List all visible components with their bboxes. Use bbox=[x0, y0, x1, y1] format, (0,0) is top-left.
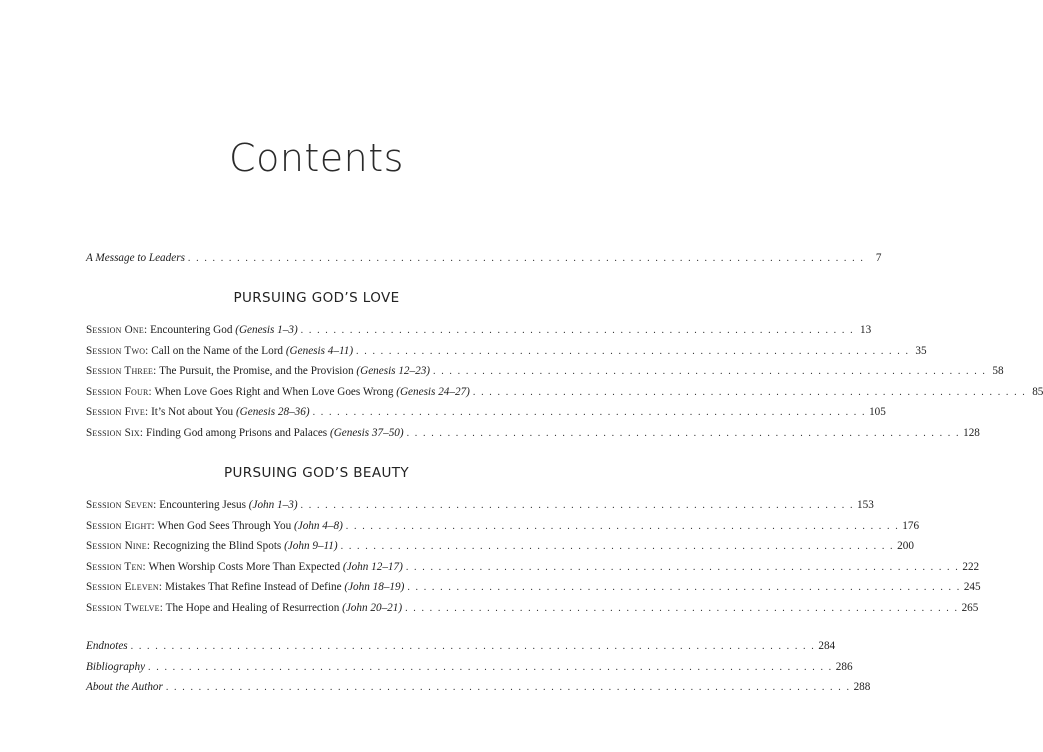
toc-page-number: 200 bbox=[897, 540, 914, 552]
session-number: Session Four: bbox=[86, 386, 152, 398]
toc-entry-session[interactable] bbox=[86, 602, 979, 618]
session-title: Encountering Jesus bbox=[159, 499, 246, 511]
toc-entry-session[interactable] bbox=[86, 365, 1004, 381]
toc-page-number: 35 bbox=[915, 345, 927, 357]
toc-entry-label: A Message to Leaders bbox=[86, 252, 185, 264]
part-heading: PURSUING GOD’S BEAUTY bbox=[223, 465, 410, 481]
session-number: Session Eleven: bbox=[86, 581, 163, 593]
toc-page-number: 245 bbox=[963, 581, 981, 593]
scripture-ref: (Genesis 1–3) bbox=[235, 324, 298, 336]
toc-page-number: 286 bbox=[835, 661, 853, 673]
toc-entry-session[interactable] bbox=[86, 324, 872, 340]
toc-page-number: 13 bbox=[859, 324, 872, 336]
toc-page-number: 288 bbox=[853, 681, 871, 693]
toc-entry-bibliography[interactable] bbox=[86, 661, 853, 677]
toc-page-number: 153 bbox=[857, 499, 874, 511]
dot-leader: . . . . . . . . . . . . . . . . . . . . . . . . . . . . . . . . . . . . . . . . . . . . . . . . . . . . . . . . . . . . . . . . . . . . bbox=[312, 407, 867, 418]
session-number: Session One: bbox=[86, 324, 148, 336]
session-number: Session Ten: bbox=[86, 561, 146, 573]
dot-leader: . . . . . . . . . . . . . . . . . . . . . . . . . . . . . . . . . . . . . . . . . . . . . . . . . . . . . . . . . . . . . . . . . . . . bbox=[407, 582, 961, 593]
session-title: When God Sees Through You bbox=[157, 520, 292, 532]
scripture-ref: (John 1–3) bbox=[248, 499, 298, 511]
scripture-ref: (Genesis 4–11) bbox=[285, 345, 354, 357]
dot-leader: . . . . . . . . . . . . . . . . . . . . . . . . . . . . . . . . . . . . . . . . . . . . . . . . . . . . . . . . . . . . . . . . . . . . bbox=[433, 366, 987, 377]
session-number: Session Five: bbox=[86, 406, 149, 418]
session-number: Session Three: bbox=[86, 365, 157, 377]
session-title: When Worship Costs More Than Expected bbox=[148, 561, 341, 573]
session-number: Session Twelve: bbox=[86, 602, 164, 614]
dot-leader: . . . . . . . . . . . . . . . . . . . . . . . . . . . . . . . . . . . . . . . . . . . . . . . . . . . . . . . . . . . . . . . . . . . . . . . . . . . . . . . . . . . . bbox=[165, 682, 851, 693]
toc-entry-intro[interactable] bbox=[86, 252, 882, 268]
session-number: Session Six: bbox=[86, 427, 144, 439]
session-title: When Love Goes Right and When Love Goes Wrong bbox=[154, 386, 394, 398]
scripture-ref: (Genesis 37–50) bbox=[329, 427, 404, 439]
part-heading: PURSUING GOD’S LOVE bbox=[233, 290, 400, 306]
session-number: Session Nine: bbox=[86, 540, 151, 552]
session-title: Finding God among Prisons and Palaces bbox=[146, 427, 328, 439]
session-title: Call on the Name of the Lord bbox=[151, 345, 284, 357]
session-number: Session Eight: bbox=[86, 520, 155, 532]
toc-page-number: 222 bbox=[962, 561, 980, 573]
toc-entry-session[interactable] bbox=[86, 427, 980, 443]
dot-leader: . . . . . . . . . . . . . . . . . . . . . . . . . . . . . . . . . . . . . . . . . . . . . . . . . . . . . . . . . . . . . . . . . . . . . . . . . . . . . . . . . . . bbox=[187, 253, 865, 264]
toc-page-number: 7 bbox=[875, 252, 882, 264]
dot-leader: . . . . . . . . . . . . . . . . . . . . . . . . . . . . . . . . . . . . . . . . . . . . . . . . . . . . . . . . . . . . . . . . . . . . bbox=[472, 387, 1027, 398]
scripture-ref: (Genesis 28–36) bbox=[235, 406, 310, 418]
dot-leader: . . . . . . . . . . . . . . . . . . . . . . . . . . . . . . . . . . . . . . . . . . . . . . . . . . . . . . . . . . . . . . . . . . . . bbox=[300, 500, 855, 511]
scripture-ref: (John 12–17) bbox=[342, 561, 403, 573]
toc-page-number: 105 bbox=[869, 406, 886, 418]
toc-page-number: 128 bbox=[963, 427, 980, 439]
scripture-ref: (Genesis 12–23) bbox=[356, 365, 431, 377]
toc-entry-session[interactable] bbox=[86, 520, 920, 536]
dot-leader: . . . . . . . . . . . . . . . . . . . . . . . . . . . . . . . . . . . . . . . . . . . . . . . . . . . . . . . . . . . . . . . . . . . . bbox=[300, 325, 855, 336]
scripture-ref: (John 18–19) bbox=[344, 581, 405, 593]
toc-entry-session[interactable] bbox=[86, 499, 874, 515]
toc-entry-session[interactable] bbox=[86, 345, 927, 361]
scripture-ref: (John 20–21) bbox=[342, 602, 403, 614]
dot-leader: . . . . . . . . . . . . . . . . . . . . . . . . . . . . . . . . . . . . . . . . . . . . . . . . . . . . . . . . . . . . . . . . . . . . bbox=[340, 541, 895, 552]
dot-leader: . . . . . . . . . . . . . . . . . . . . . . . . . . . . . . . . . . . . . . . . . . . . . . . . . . . . . . . . . . . . . . . . . . . . bbox=[405, 562, 960, 573]
toc-entry-session[interactable] bbox=[86, 581, 981, 597]
session-title: The Hope and Healing of Resurrection bbox=[165, 602, 340, 614]
session-title: Encountering God bbox=[150, 324, 233, 336]
scripture-ref: (John 9–11) bbox=[284, 540, 338, 552]
toc-entry-label: Bibliography bbox=[86, 661, 146, 673]
dot-leader: . . . . . . . . . . . . . . . . . . . . . . . . . . . . . . . . . . . . . . . . . . . . . . . . . . . . . . . . . . . . . . . . . . . . bbox=[356, 346, 910, 357]
session-title: The Pursuit, the Promise, and the Provision bbox=[159, 365, 354, 377]
session-number: Session Seven: bbox=[86, 499, 157, 511]
toc-page-number: 284 bbox=[818, 640, 836, 652]
toc-entry-session[interactable] bbox=[86, 406, 886, 422]
toc-entry-endnotes[interactable] bbox=[86, 640, 836, 656]
toc-page-number: 265 bbox=[961, 602, 979, 614]
toc-page-number: 58 bbox=[992, 365, 1004, 377]
session-title: Mistakes That Refine Instead of Define bbox=[164, 581, 342, 593]
toc-entry-about-author[interactable] bbox=[86, 681, 871, 697]
scripture-ref: (John 4–8) bbox=[294, 520, 343, 532]
toc-page-number: 176 bbox=[902, 520, 920, 532]
session-title: Recognizing the Blind Spots bbox=[152, 540, 282, 552]
toc-entry-session[interactable] bbox=[86, 386, 1043, 402]
dot-leader: . . . . . . . . . . . . . . . . . . . . . . . . . . . . . . . . . . . . . . . . . . . . . . . . . . . . . . . . . . . . . . . . . . . . . . . . . . . . . . . . . . . . bbox=[148, 662, 833, 673]
page-title: Contents bbox=[229, 136, 404, 180]
toc-entry-label: Endnotes bbox=[86, 640, 128, 652]
dot-leader: . . . . . . . . . . . . . . . . . . . . . . . . . . . . . . . . . . . . . . . . . . . . . . . . . . . . . . . . . . . . . . . . . . . . bbox=[406, 428, 961, 439]
session-title: It’s Not about You bbox=[151, 406, 234, 418]
scripture-ref: (Genesis 24–27) bbox=[396, 386, 470, 398]
session-number: Session Two: bbox=[86, 345, 149, 357]
toc-entry-label: About the Author bbox=[86, 681, 163, 693]
toc-page-number: 85 bbox=[1032, 386, 1043, 398]
toc-entry-session[interactable] bbox=[86, 540, 914, 556]
dot-leader: . . . . . . . . . . . . . . . . . . . . . . . . . . . . . . . . . . . . . . . . . . . . . . . . . . . . . . . . . . . . . . . . . . . . . . . . . . . . . . . . . . . . bbox=[130, 641, 816, 652]
dot-leader: . . . . . . . . . . . . . . . . . . . . . . . . . . . . . . . . . . . . . . . . . . . . . . . . . . . . . . . . . . . . . . . . . . . . bbox=[405, 603, 959, 614]
toc-entry-session[interactable] bbox=[86, 561, 980, 577]
dot-leader: . . . . . . . . . . . . . . . . . . . . . . . . . . . . . . . . . . . . . . . . . . . . . . . . . . . . . . . . . . . . . . . . . . . . bbox=[345, 521, 900, 532]
